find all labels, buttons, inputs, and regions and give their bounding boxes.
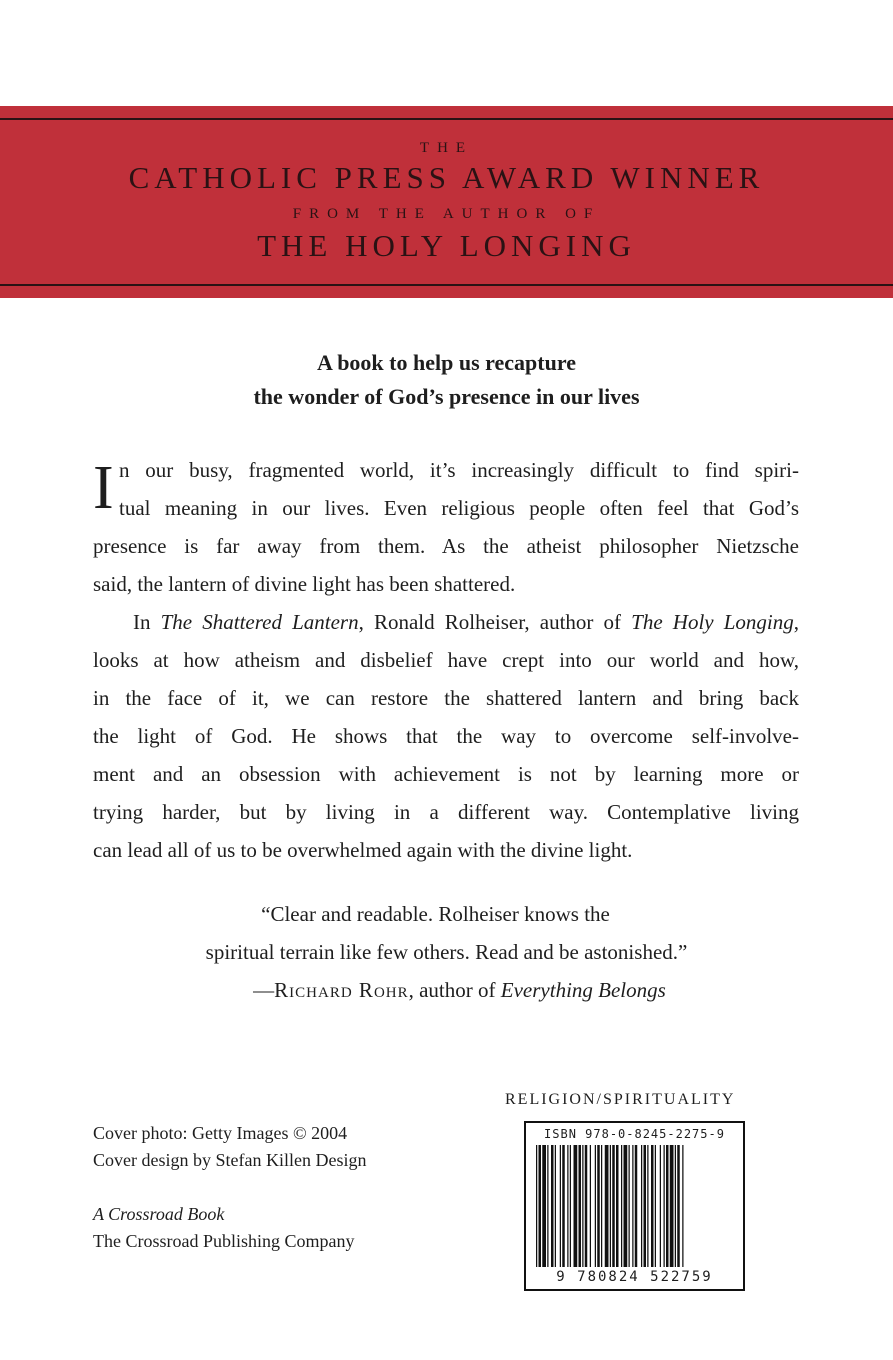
barcode-bar (562, 1145, 565, 1267)
endorsement-quote (0, 895, 893, 1009)
book-title-holy-longing: The Holy Longing (631, 610, 794, 634)
body-line: tual meaning in our lives. Even religious people often feel that God’s (119, 496, 799, 520)
banner-from-line: FROM THE AUTHOR OF (292, 206, 601, 222)
attribution-text: , author of (408, 978, 501, 1002)
barcode-bar (551, 1145, 554, 1267)
barcode-bar (567, 1145, 568, 1267)
barcode-bar (574, 1145, 578, 1267)
banner-top-rule (0, 118, 893, 120)
body-line-with-titles (93, 603, 799, 641)
quote-line-2: spiritual terrain like few others. Read and be astonished.” (205, 940, 688, 964)
barcode-bar (632, 1145, 633, 1267)
banner-award-line: CATHOLIC PRESS AWARD WINNER (128, 160, 765, 195)
banner-book-title: THE HOLY LONGING (257, 228, 636, 263)
barcode-bar (629, 1145, 630, 1267)
barcode-bar (666, 1145, 669, 1267)
isbn-text: ISBN 978-0-8245-2275-9 (544, 1127, 725, 1141)
barcode-bar (664, 1145, 665, 1267)
barcode-bar (579, 1145, 582, 1267)
barcode-bar (605, 1145, 609, 1267)
banner-the: THE (419, 140, 474, 156)
barcode-bar (597, 1145, 600, 1267)
barcode-bar (539, 1145, 542, 1267)
body-line: can lead all of us to be overwhelmed again with the divine light. (93, 838, 633, 862)
barcode-bar (560, 1145, 561, 1267)
award-banner (0, 106, 893, 298)
description (93, 451, 799, 869)
endorser-name: Richard Rohr (274, 978, 409, 1002)
quote-attribution (26, 971, 893, 1009)
body-text-fragment: In (133, 610, 161, 634)
cover-credits (93, 1120, 366, 1255)
barcode-bar (641, 1145, 642, 1267)
isbn-barcode (524, 1121, 745, 1291)
body-text-fragment: , (793, 610, 800, 634)
endorser-book-title: Everything Belongs (500, 978, 666, 1002)
barcode-bar (675, 1145, 676, 1267)
tagline-line-2: the wonder of God’s presence in our lives (253, 384, 640, 409)
attribution-dash: — (253, 978, 275, 1002)
body-line: presence is far away from them. As the atheist philosopher Nietzsche (93, 534, 799, 558)
barcode-bar (542, 1145, 546, 1267)
body-line: trying harder, but by living in a different way. Contemplative living (93, 800, 799, 824)
body-line: the light of God. He shows that the way to overcome self-involve- (93, 724, 799, 748)
barcode-bar (670, 1145, 674, 1267)
barcode-bar (601, 1145, 602, 1267)
banner-bottom-rule (0, 284, 893, 286)
body-line: said, the lantern of divine light has been shattered. (93, 572, 516, 596)
barcode-bar (644, 1145, 647, 1267)
barcode-bar (570, 1145, 571, 1267)
quote-line-1: “Clear and readable. Rolheiser knows the (261, 902, 610, 926)
barcode-bar (612, 1145, 615, 1267)
barcode-bar (616, 1145, 619, 1267)
barcode-bar (655, 1145, 656, 1267)
barcode-bar (536, 1145, 537, 1267)
imprint-line: A Crossroad Book (93, 1204, 225, 1224)
tagline (0, 346, 893, 414)
body-line: looks at how atheism and disbelief have crept into our world and how, (93, 648, 799, 672)
body-line: in the face of it, we can restore the shattered lantern and bring back (93, 686, 799, 710)
barcode-digits: 9 780824 522759 (556, 1269, 713, 1285)
body-text-fragment: , Ronald Rolheiser, author of (358, 610, 632, 634)
publisher-line: The Crossroad Publishing Company (93, 1231, 355, 1251)
category-label: RELIGION/SPIRITUALITY (505, 1091, 736, 1108)
barcode-bar (635, 1145, 638, 1267)
barcode-bar (660, 1145, 661, 1267)
barcode-bar (651, 1145, 654, 1267)
barcode-bar (585, 1145, 588, 1267)
barcode-bar (624, 1145, 628, 1267)
barcode-bar (682, 1145, 683, 1267)
tagline-line-1: A book to help us recapture (317, 350, 576, 375)
barcode-bar (547, 1145, 548, 1267)
body-line: ment and an obsession with achievement is not by learning more or (93, 762, 799, 786)
photo-credit: Cover photo: Getty Images © 2004 (93, 1123, 348, 1143)
barcode-bars (536, 1145, 733, 1267)
body-line: n our busy, fragmented world, it’s increasingly difficult to find spiri- (119, 458, 799, 482)
barcode-bar (647, 1145, 648, 1267)
barcode-bar (595, 1145, 596, 1267)
barcode-bar (582, 1145, 583, 1267)
design-credit: Cover design by Stefan Killen Design (93, 1150, 367, 1170)
book-title-shattered-lantern: The Shattered Lantern (160, 610, 359, 634)
barcode-bar (610, 1145, 611, 1267)
drop-cap: I (93, 454, 114, 522)
barcode-bar (555, 1145, 556, 1267)
barcode-bar (590, 1145, 591, 1267)
barcode-bar (677, 1145, 680, 1267)
barcode-bar (621, 1145, 622, 1267)
credits-spacer (93, 1174, 366, 1201)
